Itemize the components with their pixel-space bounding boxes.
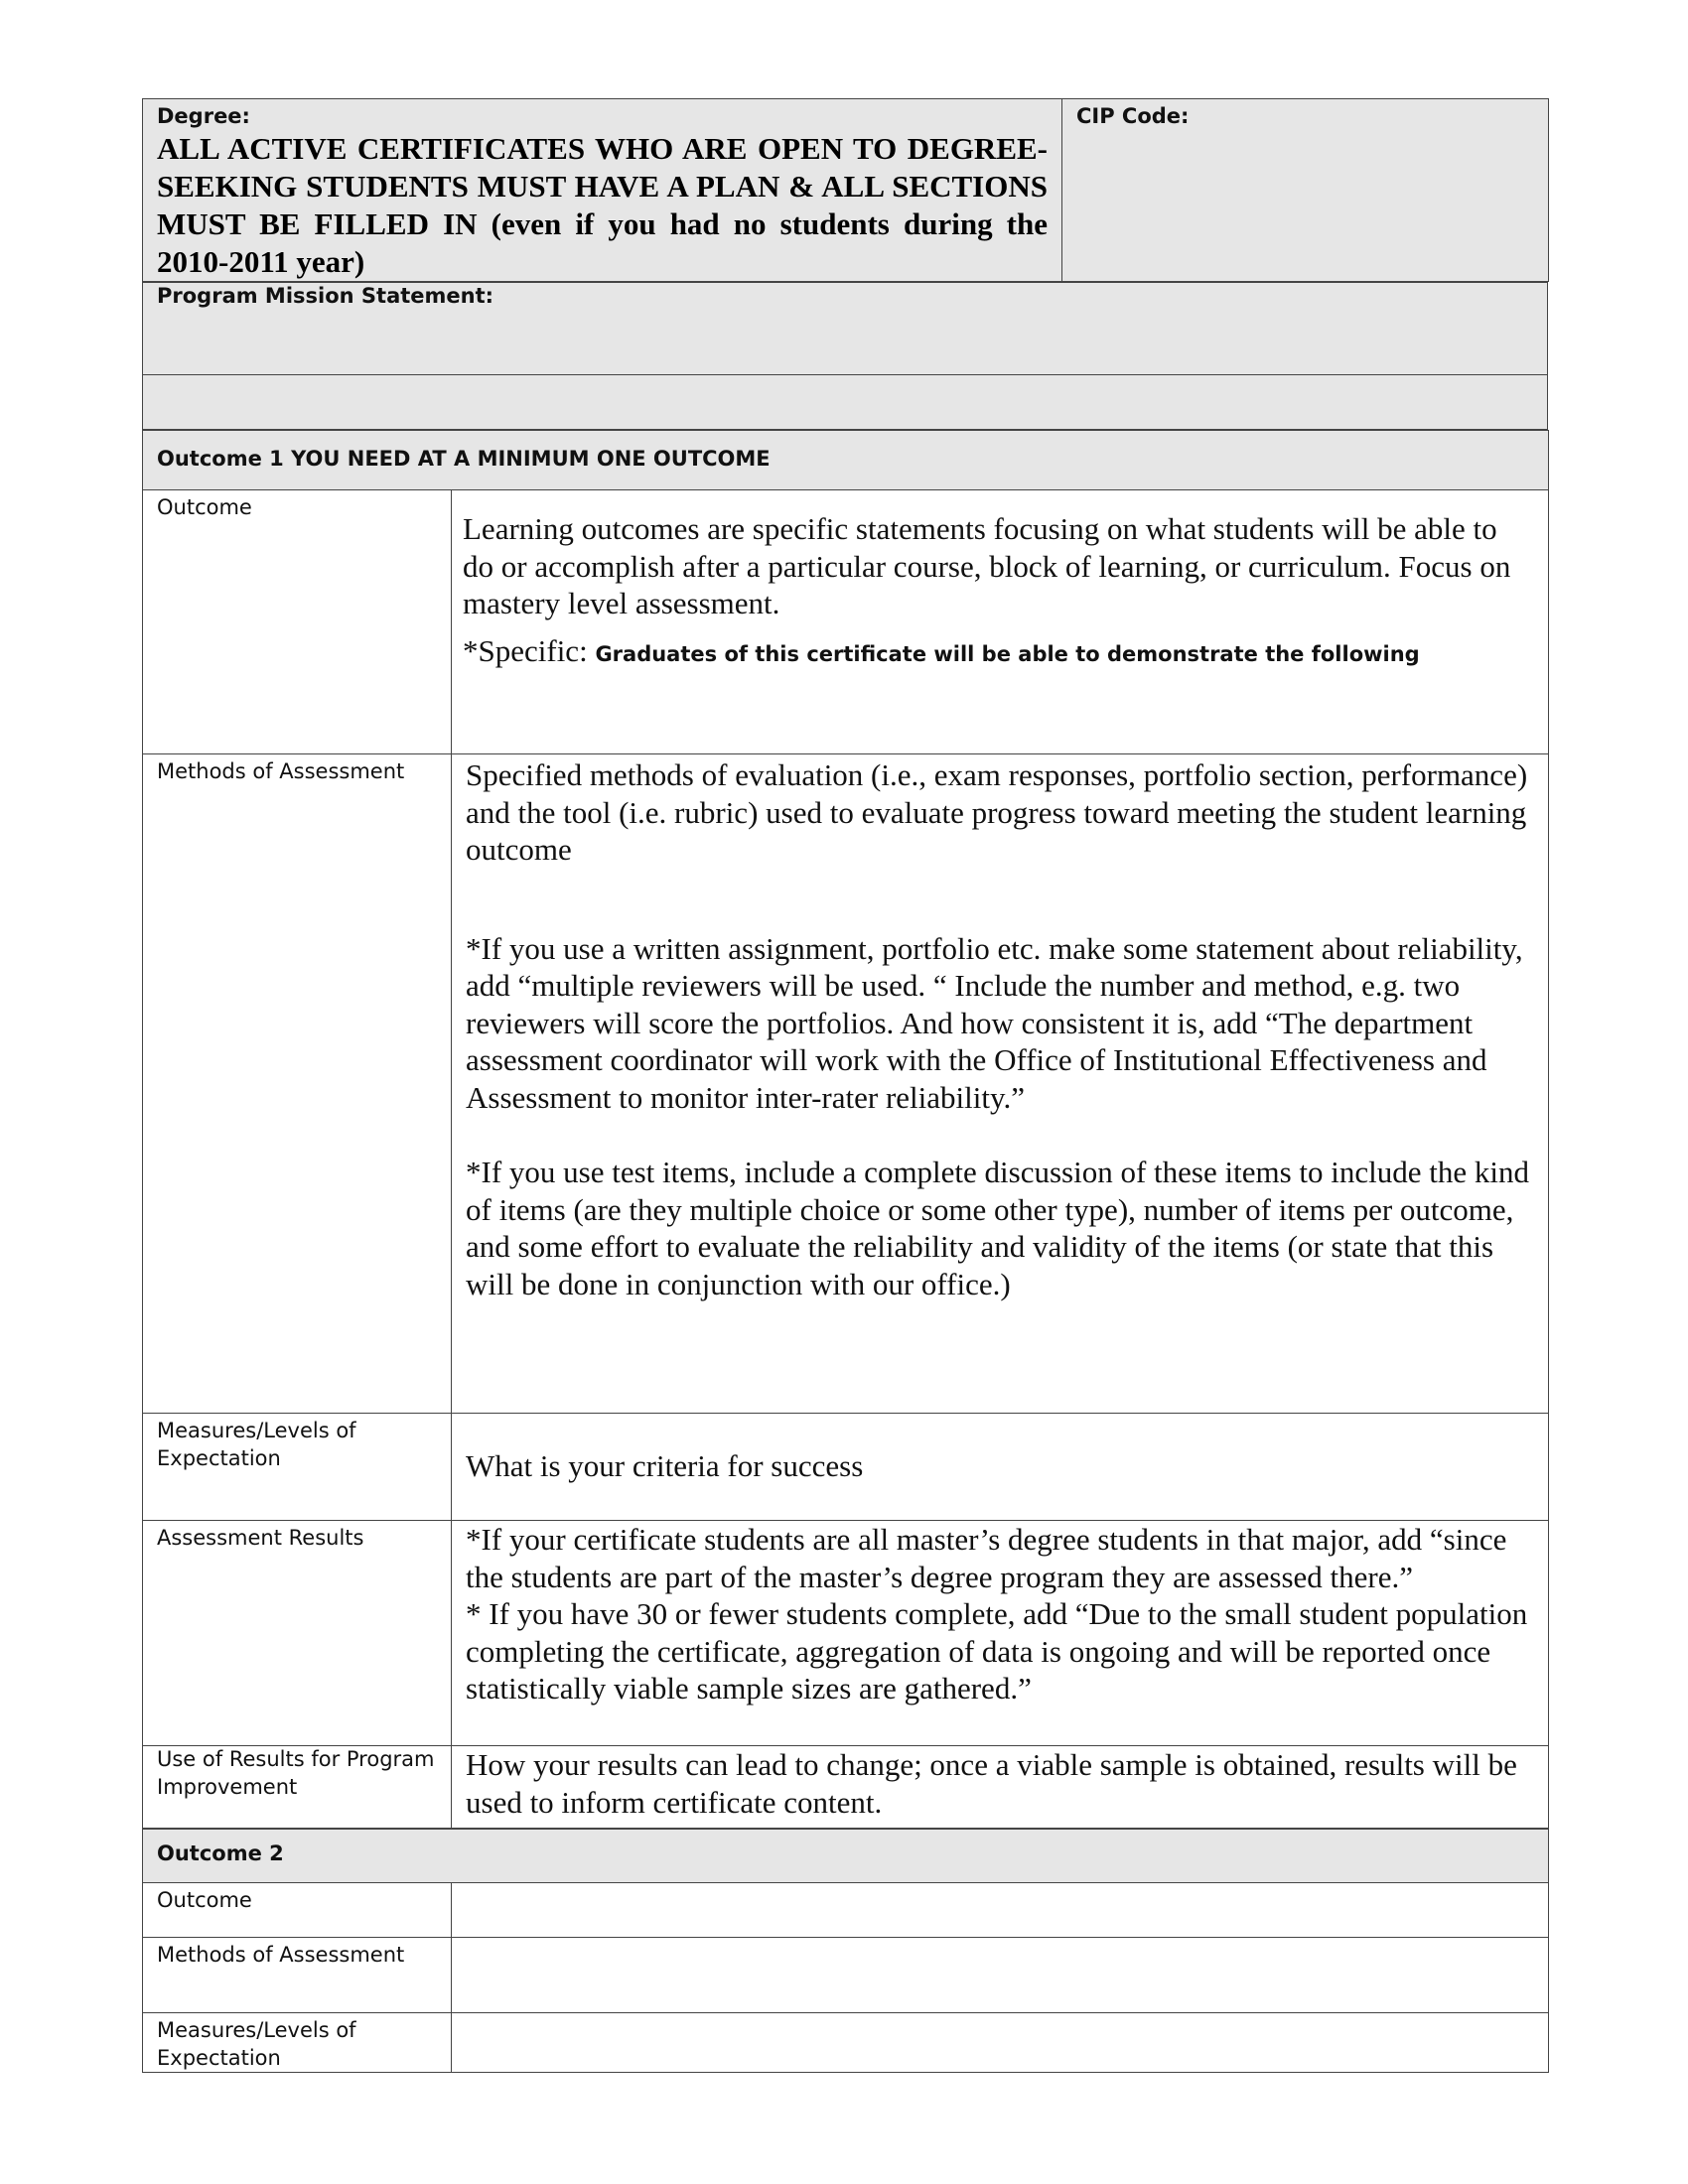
outcome2-measures-label: Measures/Levels of Expectation — [157, 2018, 356, 2070]
outcome1-methods-p3: *If you use test items, include a complete discussion of these items to include the kind of items (are they multiple choice or some other type), number of items per outcome, and some effort to evaluate the reliability and validity of the items (or state that this will be done in conjunction with our office.) — [466, 1155, 1529, 1301]
outcome1-table — [142, 430, 1549, 1829]
outcome1-outcome-label: Outcome — [157, 495, 252, 520]
outcome1-results-p1: *If your certificate students are all master’s degree students in that major, add “since the students are part of the master’s degree program they are assessed there.” — [466, 1522, 1507, 1594]
outcome1-methods-p1: Specified methods of evaluation (i.e., exam responses, portfolio section, performance) and the tool (i.e. rubric) used to evaluate progress toward meeting the student learning outcome — [466, 757, 1528, 868]
outcome2-header — [143, 1830, 1549, 1883]
outcome2-table — [142, 1829, 1549, 2073]
mission-label: Program Mission Statement: — [157, 284, 494, 309]
outcome1-use-cell[interactable] — [452, 1746, 1549, 1829]
outcome2-methods-cell[interactable] — [452, 1938, 1549, 2013]
outcome2-methods-label: Methods of Assessment — [157, 1943, 405, 1968]
outcome1-specific-line — [463, 632, 1534, 674]
outcome1-methods-label: Methods of Assessment — [157, 759, 405, 784]
degree-cell[interactable] — [143, 99, 1062, 282]
degree-warning: ALL ACTIVE CERTIFICATES WHO ARE OPEN TO DEGREE-SEEKING STUDENTS MUST HAVE A PLAN & ALL SECTIONS MUST BE FILLED IN (even if you had no students during the 2010-2011 year) — [157, 131, 1048, 280]
specific-text: Graduates of this certificate will be able to demonstrate the following — [595, 641, 1420, 666]
cip-code-cell[interactable] — [1062, 99, 1549, 282]
outcome1-results-p2: * If you have 30 or fewer students complete, add “Due to the small student population completing the certificate, aggregation of data is ongoing and will be reported once statistically viable sample sizes are gathered.” — [466, 1596, 1528, 1706]
outcome1-measures-text: What is your criteria for success — [466, 1448, 864, 1484]
outcome1-measures-label: Measures/Levels of Expectation — [157, 1419, 356, 1470]
degree-label: Degree: — [157, 104, 250, 128]
outcome1-outcome-label-cell — [143, 490, 452, 754]
outcome1-use-label-cell — [143, 1746, 452, 1829]
outcome2-title: Outcome 2 — [157, 1842, 284, 1866]
blank-shaded-row — [143, 375, 1548, 430]
outcome2-measures-label-cell — [143, 2013, 452, 2073]
outcome2-outcome-cell[interactable] — [452, 1883, 1549, 1938]
mission-cell[interactable] — [143, 283, 1548, 375]
mission-table — [142, 282, 1548, 430]
outcome1-methods-p2: *If you use a written assignment, portfolio etc. make some statement about reliability, add “multiple reviewers will be used. “ Include the number and method, e.g. two reviewers will score the portfolios. And how consistent it is, add “The department assessment coordinator will work with the Office of Institutional Effectiveness and Assessment to monitor inter-rater reliability.” — [466, 930, 1523, 1115]
outcome2-methods-label-cell — [143, 1938, 452, 2013]
outcome1-measures-label-cell — [143, 1414, 452, 1521]
outcome1-results-cell[interactable] — [452, 1521, 1549, 1746]
outcome1-results-label: Assessment Results — [157, 1526, 364, 1551]
outcome2-measures-cell[interactable] — [452, 2013, 1549, 2073]
header-table — [142, 98, 1549, 282]
outcome1-title: Outcome 1 YOU NEED AT A MINIMUM ONE OUTCOME — [157, 447, 771, 472]
outcome2-outcome-label: Outcome — [157, 1888, 252, 1913]
outcome1-outcome-cell[interactable] — [452, 490, 1549, 754]
specific-prefix: *Specific: — [463, 632, 596, 668]
outcome1-use-text: How your results can lead to change; once a viable sample is obtained, results will be used to inform certificate content. — [466, 1747, 1517, 1820]
outcome2-outcome-label-cell — [143, 1883, 452, 1938]
outcome1-header — [143, 431, 1549, 490]
outcome1-results-label-cell — [143, 1521, 452, 1746]
outcome1-methods-label-cell — [143, 754, 452, 1414]
outcome1-use-label: Use of Results for Program Improvement — [157, 1747, 435, 1799]
outcome1-measures-cell[interactable] — [452, 1414, 1549, 1521]
outcome1-outcome-text: Learning outcomes are specific statements focusing on what students will be able to do or accomplish after a particular course, block of learning, or curriculum. Focus on mastery level assessment. — [463, 511, 1511, 621]
cip-code-label: CIP Code: — [1076, 104, 1190, 128]
assessment-plan-form — [142, 98, 1548, 2073]
outcome1-methods-cell[interactable] — [452, 754, 1549, 1414]
